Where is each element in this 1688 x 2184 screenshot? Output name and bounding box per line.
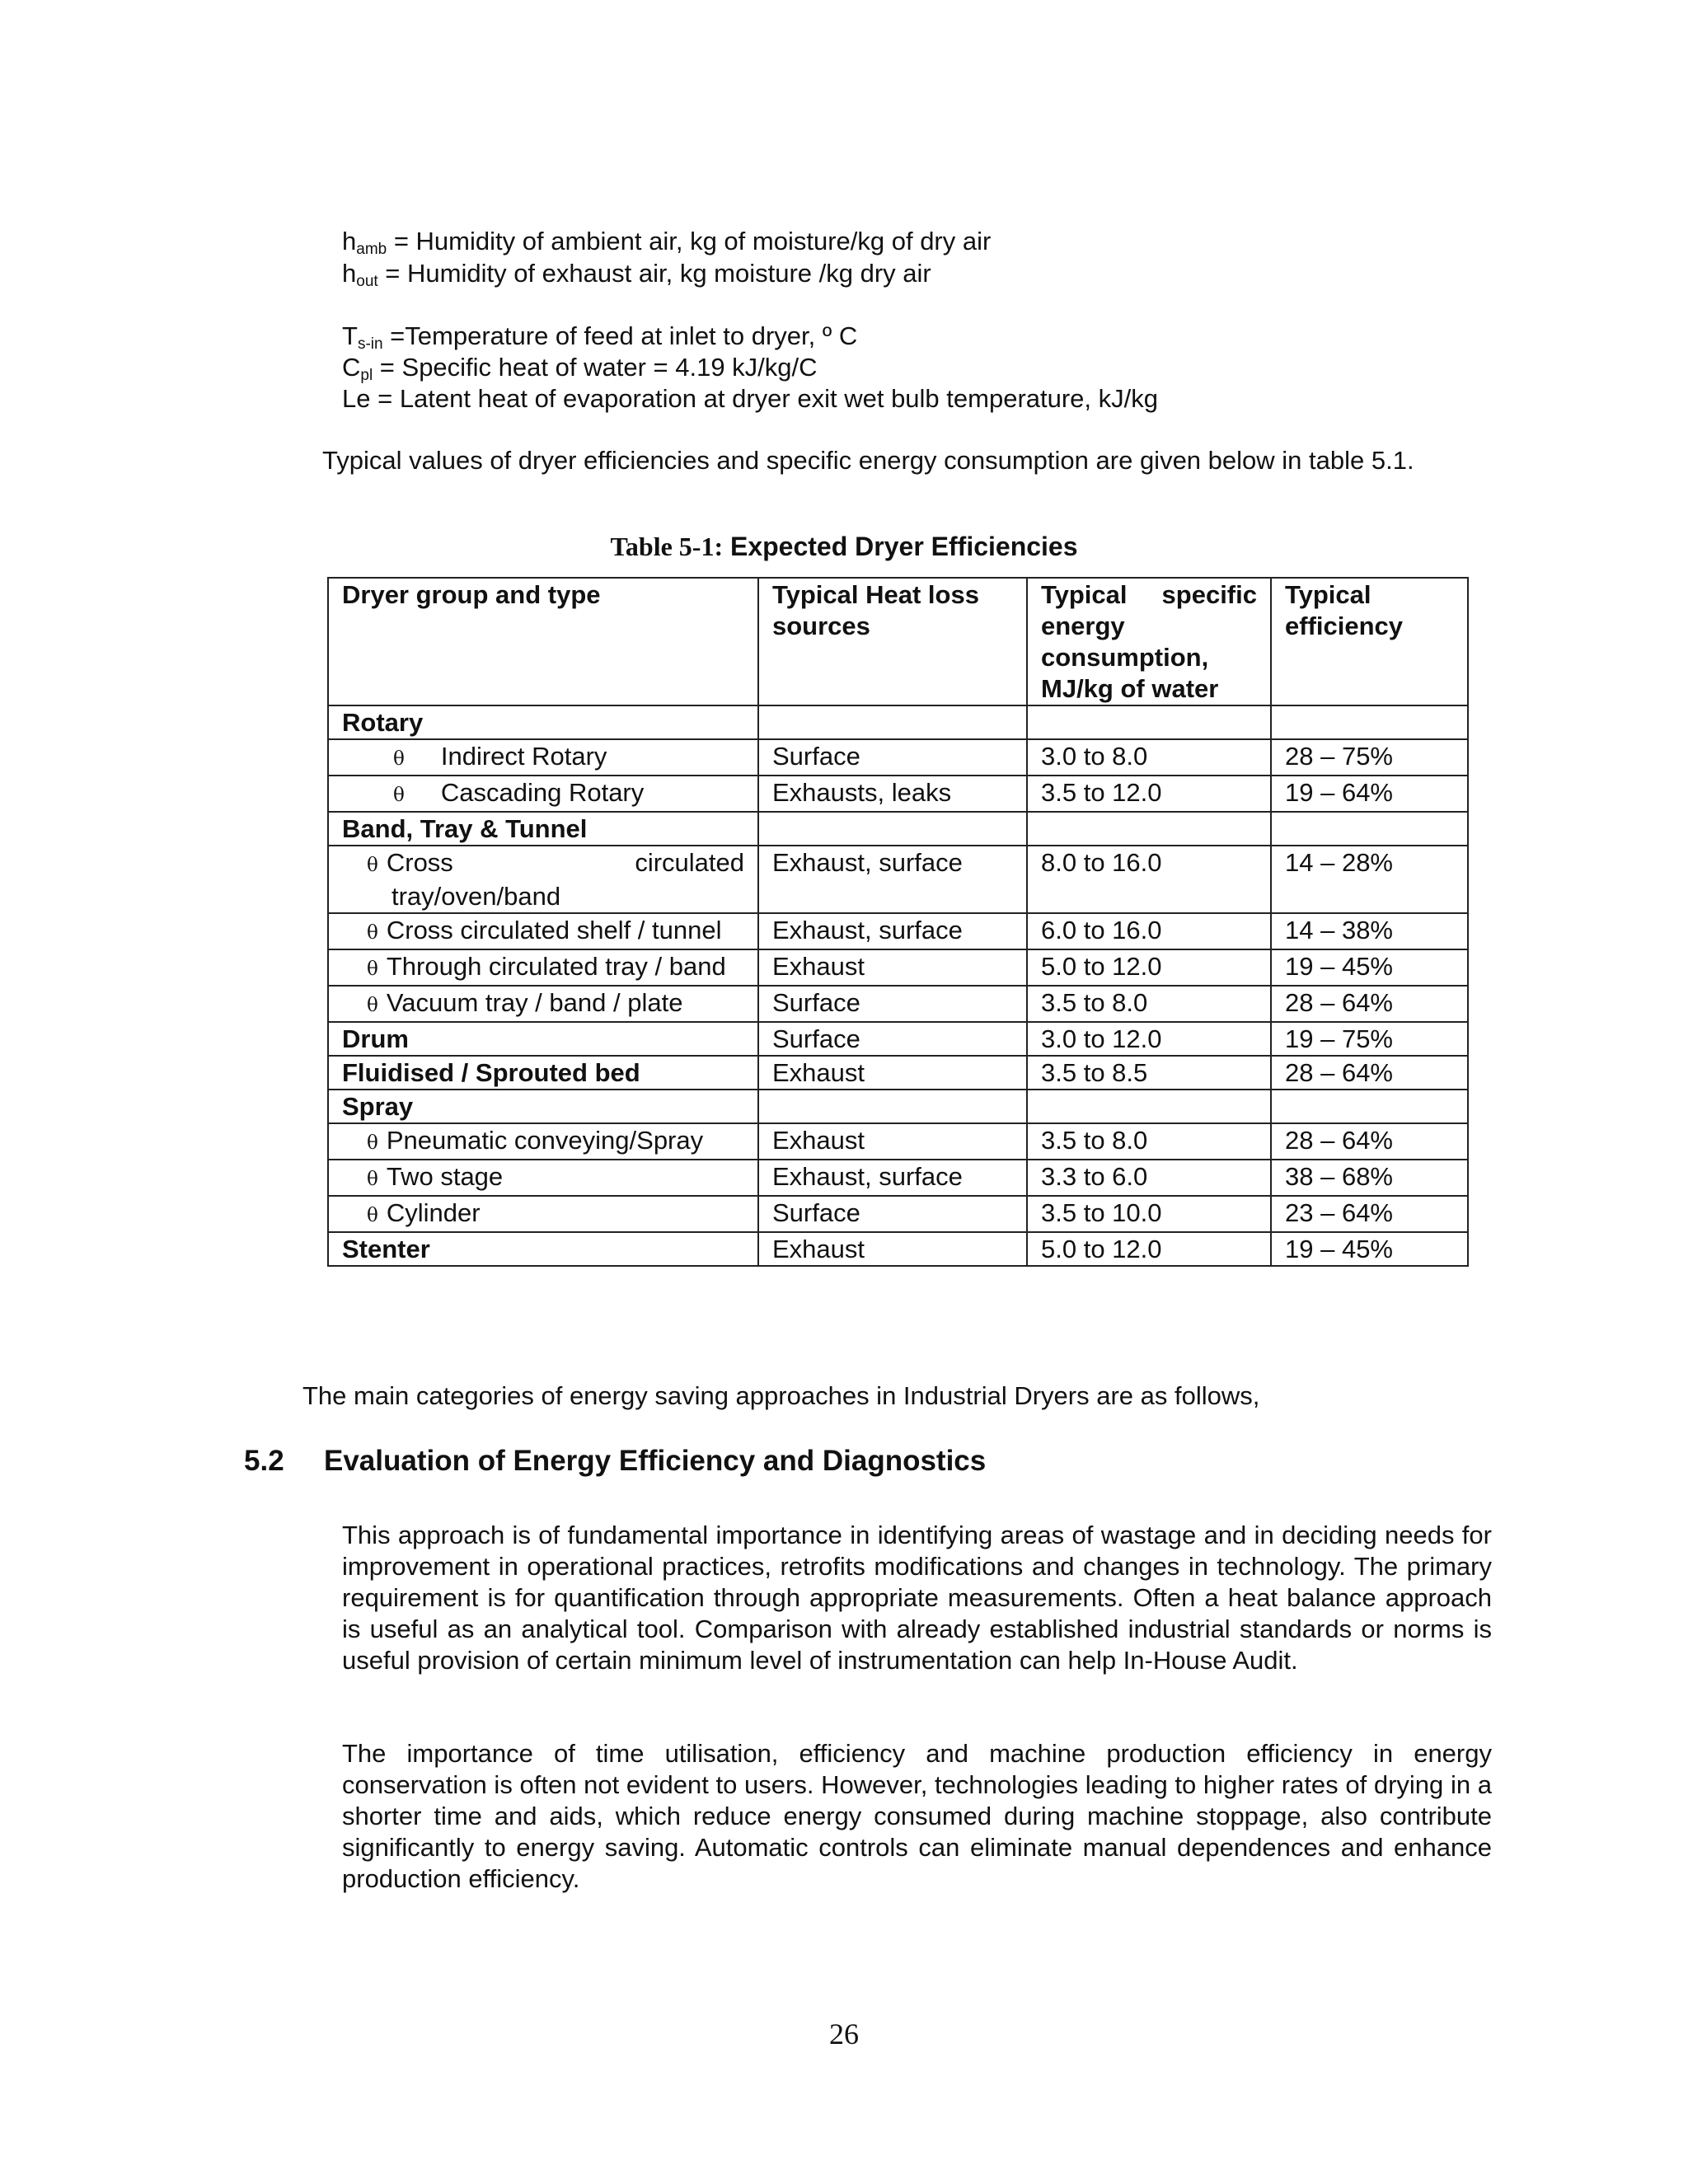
cell-efficiency: 28 – 64%	[1271, 986, 1468, 1022]
cell-efficiency	[1271, 705, 1468, 739]
table-caption	[0, 532, 1688, 562]
cell-efficiency: 28 – 64%	[1271, 1123, 1468, 1160]
cell-efficiency	[1271, 1090, 1468, 1123]
table-row	[328, 1232, 1468, 1266]
cell-efficiency: 38 – 68%	[1271, 1160, 1468, 1196]
header-heat-loss: Typical Heat loss sources	[758, 578, 1027, 705]
table-row	[328, 846, 1468, 913]
definition-t-s-in: $T_{s-in}$ =Temperature of feed at inlet to dryer, º C	[342, 321, 858, 353]
cell-heat-loss: Surface	[758, 739, 1027, 776]
cell-energy: 3.5 to 12.0	[1027, 776, 1271, 812]
cell-dryer-type: θ Two stage	[328, 1160, 758, 1196]
cell-heat-loss: Surface	[758, 1196, 1027, 1232]
cell-efficiency: 28 – 75%	[1271, 739, 1468, 776]
theta-bullet-icon: θ	[367, 1132, 378, 1154]
table-row	[328, 1022, 1468, 1056]
cell-dryer-type: Rotary	[328, 705, 758, 739]
theta-bullet-icon: θ	[367, 855, 378, 876]
cell-energy: 3.5 to 8.0	[1027, 1123, 1271, 1160]
cell-dryer-type: θ Through circulated tray / band	[328, 949, 758, 986]
cell-heat-loss: Surface	[758, 986, 1027, 1022]
header-dryer-group: Dryer group and type	[328, 578, 758, 705]
theta-bullet-icon: θ	[393, 785, 405, 806]
cell-energy: 3.5 to 10.0	[1027, 1196, 1271, 1232]
cell-efficiency	[1271, 812, 1468, 846]
cell-heat-loss: Exhaust, surface	[758, 913, 1027, 949]
cell-heat-loss: Exhaust, surface	[758, 1160, 1027, 1196]
table-row	[328, 776, 1468, 812]
cell-energy: 3.3 to 6.0	[1027, 1160, 1271, 1196]
cell-heat-loss: Exhaust	[758, 949, 1027, 986]
cell-energy: 3.0 to 8.0	[1027, 739, 1271, 776]
cell-efficiency: 23 – 64%	[1271, 1196, 1468, 1232]
table-row	[328, 1056, 1468, 1090]
paragraph-1: This approach is of fundamental importance in identifying areas of wastage and in deciding needs for improvement in operational practices, retrofits modifications and changes in technology. The primary requirement is for quantification through appropriate measurements. Often a heat balance approach is useful as an analytical tool. Comparison with already established industrial standards or norms is useful provision of certain minimum level of instrumentation can help In-House Audit.	[342, 1521, 1492, 1675]
cell-heat-loss	[758, 1090, 1027, 1123]
cell-energy	[1027, 812, 1271, 846]
intro-line: Typical values of dryer efficiencies and specific energy consumption are given below in table 5.1.	[322, 446, 1414, 475]
cell-dryer-type: θ Pneumatic conveying/Spray	[328, 1123, 758, 1160]
section-number: 5.2	[244, 1445, 284, 1477]
table-row	[328, 1196, 1468, 1232]
cell-efficiency: 19 – 45%	[1271, 1232, 1468, 1266]
cell-efficiency: 14 – 38%	[1271, 913, 1468, 949]
cell-dryer-type: θ Cross circulated shelf / tunnel	[328, 913, 758, 949]
theta-bullet-icon: θ	[367, 1205, 378, 1226]
table-row	[328, 949, 1468, 986]
cell-dryer-type: Spray	[328, 1090, 758, 1123]
cell-heat-loss: Exhaust, surface	[758, 846, 1027, 913]
cell-energy: 8.0 to 16.0	[1027, 846, 1271, 913]
page-number: 26	[829, 2018, 859, 2050]
categories-line: The main categories of energy saving approaches in Industrial Dryers are as follows,	[302, 1381, 1260, 1410]
header-energy-consumption: Typical specific energy consumption, MJ/kg of water	[1027, 578, 1271, 705]
cell-dryer-type: θ Cylinder	[328, 1196, 758, 1232]
cell-dryer-type: Drum	[328, 1022, 758, 1056]
table-row	[328, 1090, 1468, 1123]
theta-bullet-icon: θ	[367, 958, 378, 980]
cell-efficiency: 14 – 28%	[1271, 846, 1468, 913]
cell-heat-loss: Surface	[758, 1022, 1027, 1056]
cell-energy	[1027, 1090, 1271, 1123]
definition-h-out: $h_{out}$ = Humidity of exhaust air, kg moisture /kg dry air	[342, 259, 931, 290]
cell-dryer-type: θ Cascading Rotary	[328, 776, 758, 812]
cell-dryer-type: Band, Tray & Tunnel	[328, 812, 758, 846]
table-row	[328, 812, 1468, 846]
theta-bullet-icon: θ	[393, 748, 405, 770]
definition-c-pl: $C_{pl}$ = Specific heat of water = 4.19 kJ/kg/C	[342, 353, 818, 384]
cell-dryer-type: Stenter	[328, 1232, 758, 1266]
cell-heat-loss	[758, 705, 1027, 739]
table-row	[328, 1160, 1468, 1196]
cell-efficiency: 28 – 64%	[1271, 1056, 1468, 1090]
cell-dryer-type: θ Vacuum tray / band / plate	[328, 986, 758, 1022]
cell-energy: 6.0 to 16.0	[1027, 913, 1271, 949]
table-row	[328, 705, 1468, 739]
theta-bullet-icon: θ	[367, 1169, 378, 1190]
table-row	[328, 986, 1468, 1022]
definition-h-amb: $h_{amb}$ = Humidity of ambient air, kg of moisture/kg of dry air	[342, 227, 992, 258]
table-row	[328, 739, 1468, 776]
table-row	[328, 913, 1468, 949]
cell-efficiency: 19 – 64%	[1271, 776, 1468, 812]
table-body	[328, 705, 1468, 1266]
dryer-efficiency-table	[327, 577, 1469, 1267]
header-efficiency: Typical efficiency	[1271, 578, 1468, 705]
cell-dryer-type: θ Indirect Rotary	[328, 739, 758, 776]
table-caption-title: Expected Dryer Efficiencies	[723, 532, 1078, 561]
cell-energy	[1027, 705, 1271, 739]
table-header-row	[328, 578, 1468, 705]
cell-energy: 5.0 to 12.0	[1027, 1232, 1271, 1266]
cell-heat-loss	[758, 812, 1027, 846]
theta-bullet-icon: θ	[367, 995, 378, 1016]
cell-efficiency: 19 – 75%	[1271, 1022, 1468, 1056]
cell-dryer-type: θ Cross circulated tray/oven/band	[328, 846, 758, 913]
cell-energy: 3.5 to 8.0	[1027, 986, 1271, 1022]
cell-energy: 3.5 to 8.5	[1027, 1056, 1271, 1090]
table-row	[328, 1123, 1468, 1160]
definition-le: Le = Latent heat of evaporation at dryer exit wet bulb temperature, kJ/kg	[342, 384, 1159, 413]
cell-energy: 5.0 to 12.0	[1027, 949, 1271, 986]
cell-heat-loss: Exhaust	[758, 1123, 1027, 1160]
cell-heat-loss: Exhaust	[758, 1232, 1027, 1266]
cell-efficiency: 19 – 45%	[1271, 949, 1468, 986]
cell-dryer-type: Fluidised / Sprouted bed	[328, 1056, 758, 1090]
table-caption-label: Table 5-1:	[610, 532, 724, 561]
paragraph-2: The importance of time utilisation, efficiency and machine production efficiency in energy conservation is often not evident to users. However, technologies leading to higher rates of drying in a shorter time and aids, which reduce energy consumed during machine stoppage, also contribute significantly to energy saving. Automatic controls can eliminate manual dependences and enhance production efficiency.	[342, 1739, 1492, 1893]
cell-heat-loss: Exhaust	[758, 1056, 1027, 1090]
section-title: Evaluation of Energy Efficiency and Diagnostics	[324, 1445, 987, 1477]
cell-energy: 3.0 to 12.0	[1027, 1022, 1271, 1056]
theta-bullet-icon: θ	[367, 922, 378, 944]
cell-heat-loss: Exhausts, leaks	[758, 776, 1027, 812]
